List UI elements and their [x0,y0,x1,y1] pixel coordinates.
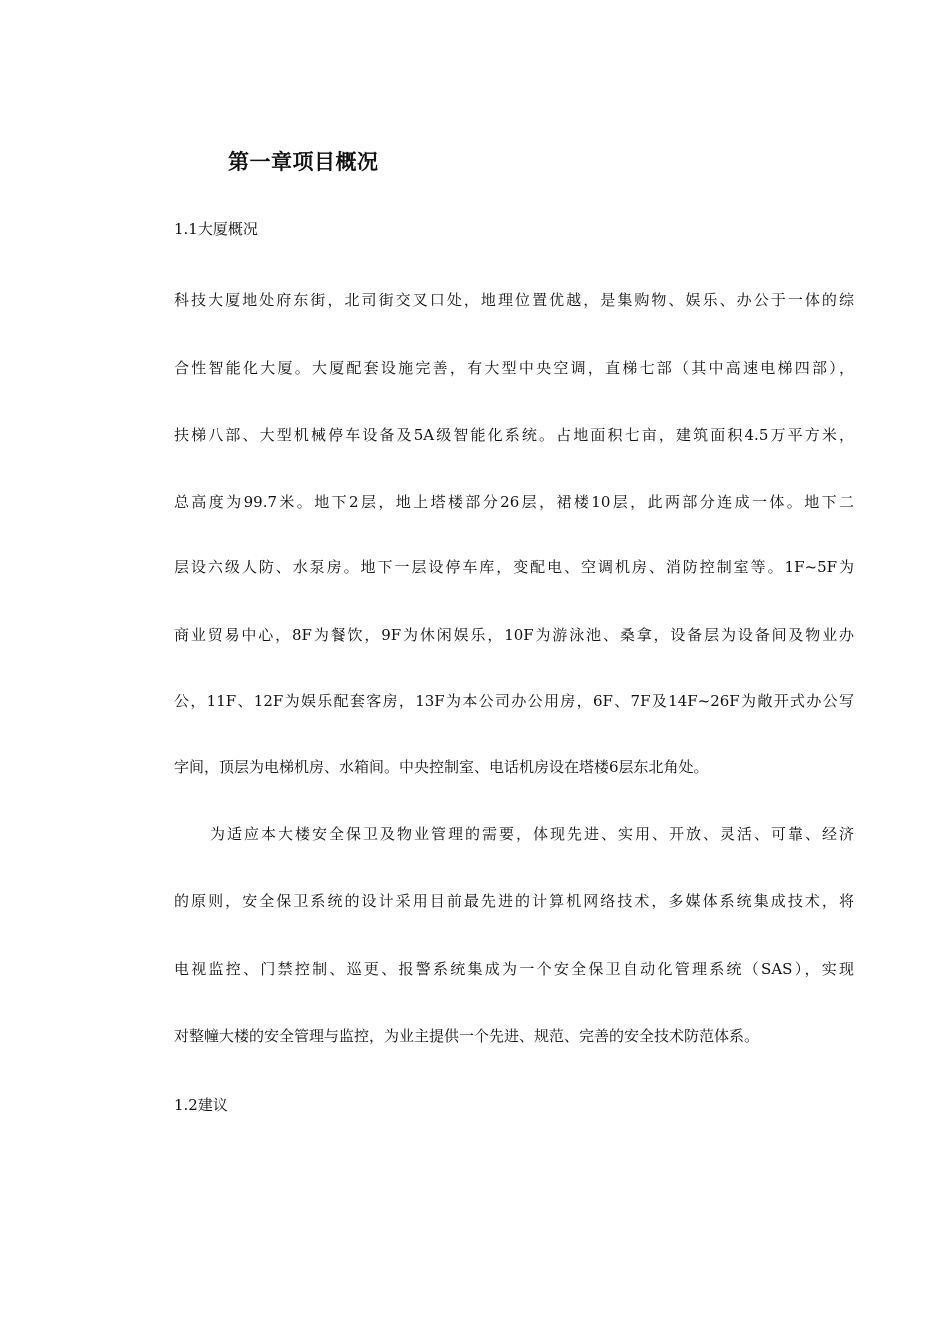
paragraph-1-line: 合性智能化大厦。大厦配套设施完善，有大型中央空调，直梯七部（其中高速电梯四部）， [174,359,854,377]
paragraph-1-line: 字间，顶层为电梯机房、水箱间。中央控制室、电话机房设在塔楼6层东北角处。 [174,758,709,776]
paragraph-2-line: 电视监控、门禁控制、巡更、报警系统集成为一个安全保卫自动化管理系统（SAS），实现 [174,960,854,978]
paragraph-1-line: 科技大厦地处府东街，北司街交叉口处，地理位置优越，是集购物、娱乐、办公于一体的综 [174,291,854,309]
section-heading-1-2: 1.2建议 [174,1096,228,1114]
paragraph-2-line: 对整幢大楼的安全管理与监控，为业主提供一个先进、规范、完善的安全技术防范体系。 [174,1027,760,1045]
paragraph-1-line: 层设六级人防、水泵房。地下一层设停车库，变配电、空调机房、消防控制室等。1F~5F为 [174,558,854,576]
section-heading-1-1: 1.1大厦概况 [174,220,258,238]
paragraph-2-line: 的原则，安全保卫系统的设计采用目前最先进的计算机网络技术，多媒体系统集成技术，将 [174,892,854,910]
paragraph-2-line: 为适应本大楼安全保卫及物业管理的需要，体现先进、实用、开放、灵活、可靠、经济 [210,825,854,843]
paragraph-1-line: 总高度为99.7米。地下2层，地上塔楼部分26层，裙楼10层，此两部分连成一体。地下二 [174,493,854,511]
chapter-title: 第一章项目概况 [228,150,379,174]
paragraph-1-line: 商业贸易中心，8F为餐饮，9F为休闲娱乐，10F为游泳池、桑拿，设备层为设备间及物业办 [174,626,854,644]
paragraph-1-line: 扶梯八部、大型机械停车设备及5A级智能化系统。占地面积七亩，建筑面积4.5万平方米， [174,426,854,444]
paragraph-1-line: 公，11F、12F为娱乐配套客房，13F为本公司办公用房，6F、7F及14F~26F为敞开式办公写 [174,692,854,710]
